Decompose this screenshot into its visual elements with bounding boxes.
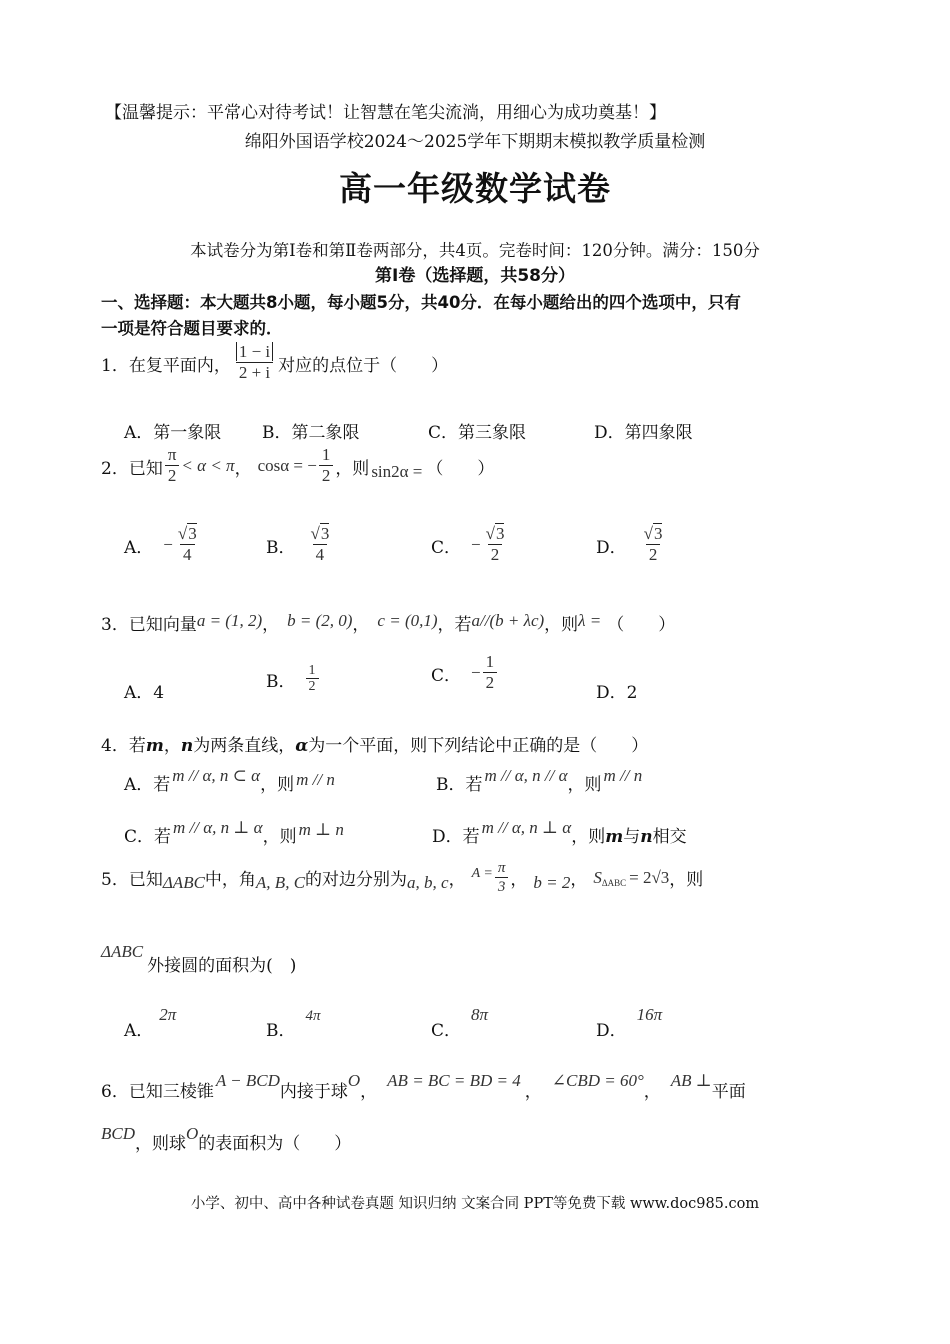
q1-option-a[interactable]: A．第一象限 [124,423,222,443]
q3-c-minus: − [471,663,481,683]
q5-S-sub: ΔABC [601,877,627,888]
q4-b-then: ，则 [567,775,602,795]
q3-c-den: 2 [483,672,498,693]
q5-sides: a, b, c [407,872,449,892]
q5-triangle2: ΔABC [101,942,144,961]
q5-c-value: 8π [471,1005,489,1024]
q5-a-label: A． [124,1021,154,1041]
q4-option-b[interactable] [436,766,643,795]
q2-half-num: 1 [321,445,331,464]
q5-b-label: B． [266,1021,296,1041]
q2-pi: π [167,445,177,464]
q5-pi-over-3 [495,860,509,896]
q2-c-root: √ [485,524,495,543]
q2-two: 2 [165,465,180,486]
q6-plane: 平面 [711,1082,746,1102]
q4-a-then: ，则 [260,775,295,795]
q1-fraction [233,343,276,383]
q3-then: ，则 [544,615,579,635]
q5-sep3: ， [570,870,588,891]
q4-prefix: 4．若 [101,736,146,756]
q4-c-then: ，则 [262,827,297,847]
q2-c-label: C． [431,537,462,558]
q4-option-d[interactable] [432,818,687,847]
q6-O2: O [186,1124,199,1143]
q1-denominator: 2 + i [236,362,273,383]
q5-c-label: C． [431,1021,462,1041]
q3-vec-c: c = (0,1) [377,611,438,630]
q1-stem [101,343,448,383]
q6-sep2: ， [524,1082,542,1102]
q3-option-b[interactable] [266,663,321,696]
q6-pyramid: A − BCD [215,1071,280,1090]
q5-triangle: ΔABC [162,872,205,892]
q5-d-value: 16π [636,1005,663,1024]
q2-b-label: B． [266,537,296,558]
q6-O: O [347,1071,361,1090]
q2-c-three: 3 [495,524,505,543]
q5-mid: 中，角 [204,870,256,891]
q1-option-b[interactable]: B．第二象限 [262,423,360,443]
q5-sep2: ， [510,870,528,891]
q4-d-end: 相交 [652,827,687,847]
q6-perp: AB ⊥ [670,1071,712,1090]
q6-equal-edges: AB = BC = BD = 4 [387,1071,521,1090]
q4-d-cond: m // α, n ⊥ α [481,818,572,837]
section1-line2: 一项是符合题目要求的． [101,319,283,338]
q3-b-den: 2 [306,678,319,696]
q5-S: S [593,867,602,887]
q4-d-n: n [640,827,653,847]
q2-pi-over-2 [165,446,180,486]
q5-line2-text: 外接圆的面积为( ) [147,956,297,976]
q3-vec-a: a = (1, 2) [196,611,263,630]
q6-sep3: ， [643,1082,661,1102]
q3-condition: a//(b + λc) [471,611,545,630]
q3-b-num: 1 [308,663,316,678]
q1-suffix: 对应的点位于（ ） [278,355,449,376]
q2-option-d[interactable] [596,525,667,565]
q3-b-fraction [306,663,319,696]
q2-sep: ， [234,458,252,479]
q2-inequality: < α < π [181,456,235,476]
q3-option-c[interactable] [431,653,499,693]
q4-a-res: m // n [296,770,335,789]
q4-d-m: m [605,827,624,847]
q5-d-label: D． [596,1021,627,1041]
q1-option-c[interactable]: C．第三象限 [428,423,527,443]
q6-rest: 的表面积为（ ） [198,1134,352,1154]
q2-option-b[interactable] [266,525,334,565]
exam-title: 高一年级数学试卷 [339,169,611,208]
q2-stem [101,446,494,486]
q3-sep3: ， [437,615,455,635]
q4-alpha: α [295,736,309,756]
q2-d-two: 2 [646,544,661,565]
q2-b-three: 3 [320,524,330,543]
q3-option-d[interactable]: D．2 [596,683,638,703]
q5-line2 [101,937,297,976]
q5-stem [101,860,703,896]
q4-c-res: m ⊥ n [298,820,344,839]
q5-opposite: 的对边分别为 [305,870,408,891]
q6-line2 [101,1119,352,1154]
q3-option-a[interactable]: A．4 [124,683,165,703]
q5-option-a[interactable] [124,1000,177,1041]
q5-a-value: 2π [159,1005,177,1024]
q3-blank: （ ） [607,615,676,635]
q5-three: 3 [495,877,509,896]
q2-option-c[interactable] [431,525,509,565]
q5-angles: A, B, C [255,872,306,892]
q2-cos: cosα = − [257,456,317,476]
q5-A-eq: A = [471,865,493,881]
q2-a-root: √ [177,524,188,543]
footer-text: 小学、初中、高中各种试卷真题 知识归纳 文案合同 PPT等免费下载 www.doc985.com [190,1196,760,1212]
q5-b-value: 4π [305,1008,321,1024]
q3-c-label: C． [431,665,462,686]
q5-prefix: 5．已知 [101,870,163,891]
q4-option-c[interactable] [124,818,344,847]
q3-lambda: λ = [578,611,602,630]
q4-a-pre: A．若 [124,775,171,795]
q6-prefix: 6．已知三棱锥 [101,1082,214,1102]
q4-d-then: ，则 [571,827,606,847]
q2-prefix: 2．已知 [101,458,163,479]
q6-inside: 内接于球 [279,1082,348,1102]
q6-then: ，则球 [135,1134,186,1154]
q4-mid: 为两条直线， [193,736,296,756]
q4-c-cond: m // α, n ⊥ α [173,818,263,837]
q3-c-fraction [483,653,498,693]
q3-sep2: ， [352,615,370,635]
part1-heading: 第Ⅰ卷（选择题，共58分） [375,266,575,286]
q4-b-res: m // n [603,766,643,785]
q2-sin: sin2α = [371,462,423,482]
q2-half [319,446,334,486]
q3-prefix: 3．已知向量 [101,615,197,635]
q2-c-fraction [483,525,508,565]
school-line: 绵阳外国语学校2024～2025学年下期期末模拟教学质量检测 [244,132,706,152]
q4-m: m [145,736,164,756]
q1-option-d[interactable]: D．第四象限 [594,423,693,443]
q3-cond-pre: 若 [454,615,472,635]
q2-d-label: D． [596,537,627,558]
q2-blank: （ ） [426,458,495,479]
q5-option-c[interactable] [431,1000,489,1041]
q4-d-with: 与 [623,827,641,847]
q2-a-three: 3 [188,524,197,543]
q2-option-a[interactable] [124,525,202,565]
q5-option-b[interactable] [266,1000,321,1041]
q4-rest: 为一个平面，则下列结论中正确的是（ ） [308,736,649,756]
q6-sep1: ， [360,1082,378,1102]
q2-b-fraction [308,525,333,565]
q4-comma: ， [163,736,181,756]
q5-sep1: ， [448,870,466,891]
q4-n: n [180,736,194,756]
q2-a-label: A． [124,537,154,558]
tip-line: 【温馨提示：平常心对待考试！让智慧在笔尖流淌，用细心为成功奠基！】 [105,103,666,123]
q4-a-cond: m // α, n ⊂ α [172,766,261,785]
q2-d-fraction [641,525,666,565]
q3-b-label: B． [266,672,296,693]
q2-a-minus: − [163,535,173,555]
q4-b-pre: B．若 [436,775,483,795]
q3-c-num: 1 [485,652,495,671]
q2-c-two: 2 [488,544,503,565]
q2-b-four: 4 [313,544,328,565]
intro-line: 本试卷分为第Ⅰ卷和第Ⅱ卷两部分，共4页。完卷时间：120分钟。满分：150分 [190,241,760,260]
q4-b-cond: m // α, n // α [484,766,568,785]
q2-a-fraction [175,525,200,565]
q1-prefix: 1．在复平面内， [101,355,231,376]
q2-c-minus: − [471,535,481,555]
q6-stem [101,1066,746,1102]
q5-option-d[interactable] [596,1000,663,1041]
q2-a-four: 4 [180,544,195,565]
q4-c-pre: C．若 [124,827,172,847]
q3-vec-b: b = (2, 0) [287,611,353,630]
q2-b-root: √ [310,524,320,543]
q5-then: ，则 [669,870,704,891]
q5-pi: π [497,860,506,876]
q2-d-three: 3 [653,524,663,543]
q4-d-pre: D．若 [432,827,480,847]
q6-angle: ∠CBD = 60° [551,1071,644,1090]
q5-b-eq: b = 2 [533,872,571,892]
q4-option-a[interactable] [124,766,335,795]
q2-half-den: 2 [319,465,334,486]
q2-then: ，则 [335,458,370,479]
q3-stem [101,610,675,635]
q5-S-eq: = 2√3 [629,867,670,887]
q2-d-root: √ [643,524,653,543]
section1-line1: 一、选择题：本大题共8小题，每小题5分，共40分．在每小题给出的四个选项中，只有 [101,293,741,312]
q1-numerator: 1 − i [236,342,273,361]
q3-sep1: ， [262,615,280,635]
q6-bcd: BCD [101,1124,135,1143]
q4-stem [101,731,648,756]
